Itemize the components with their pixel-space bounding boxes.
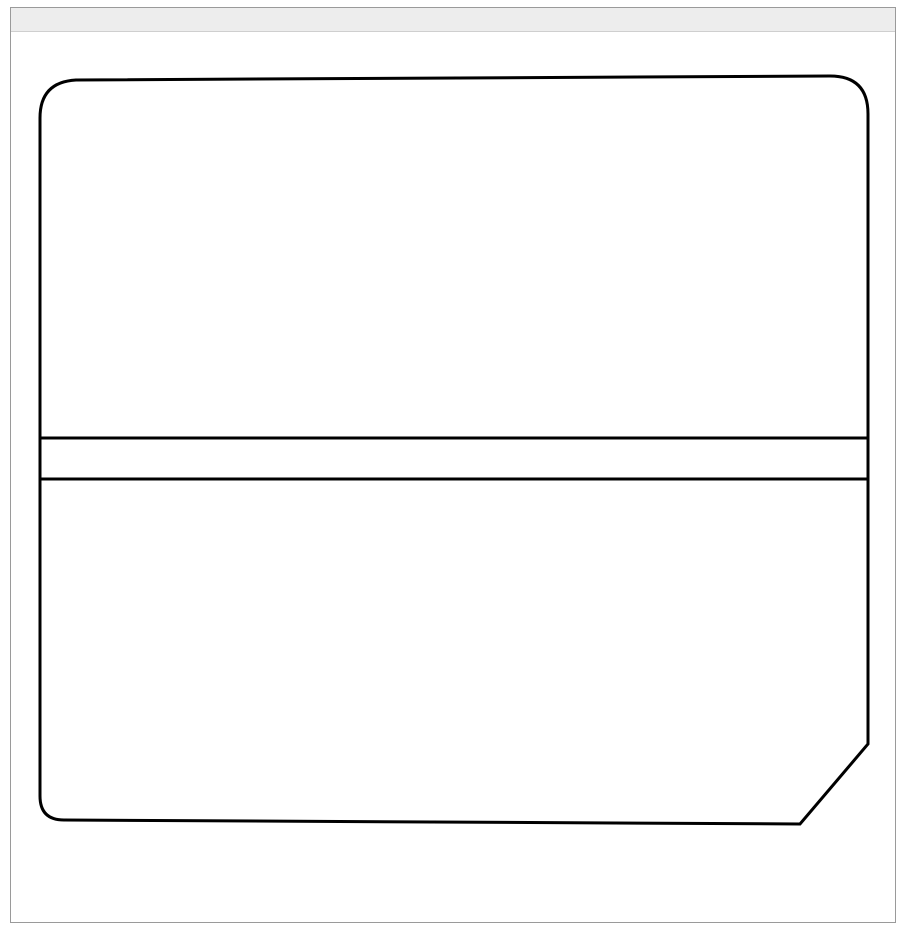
fuse-center-housing: [40, 76, 868, 824]
